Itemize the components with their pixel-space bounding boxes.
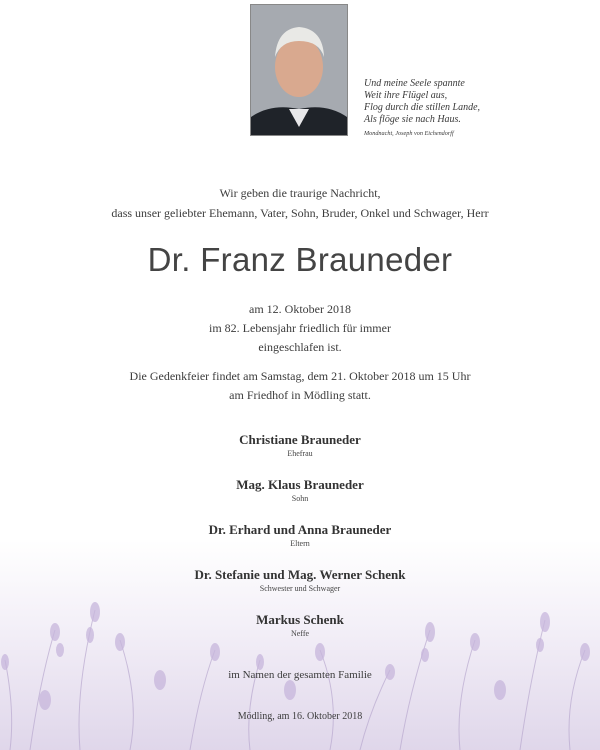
- family-line: im Namen der gesamten Familie: [228, 669, 372, 681]
- portrait-photo: [250, 4, 348, 136]
- funeral-line: am Friedhof in Mödling statt.: [229, 388, 371, 402]
- mourner-relation: Eltern: [290, 539, 310, 548]
- death-line: am 12. Oktober 2018: [249, 302, 351, 316]
- poem-line: Weit ihre Flügel aus,: [364, 90, 448, 101]
- portrait-photo-icon: [251, 5, 347, 135]
- deceased-name: Dr. Franz Brauneder: [147, 241, 453, 278]
- mourner-entry: [0, 521, 600, 566]
- funeral-info: [0, 367, 600, 405]
- mourner-name: Dr. Stefanie und Mag. Werner Schenk: [194, 567, 406, 582]
- death-line: im 82. Lebensjahr friedlich für immer: [209, 321, 391, 335]
- intro-line: Wir geben die traurige Nachricht,: [219, 186, 381, 200]
- mourner-entry: [0, 431, 600, 476]
- place-date: Mödling, am 16. Oktober 2018: [237, 711, 363, 722]
- mourner-name: Markus Schenk: [256, 612, 344, 627]
- poem-credit: Mondnacht, Joseph von Eichendorff: [364, 130, 454, 137]
- mourner-entry: [0, 476, 600, 521]
- mourner-relation: Neffe: [290, 629, 310, 638]
- mourner-name: Christiane Brauneder: [239, 432, 361, 447]
- mourner-name: Mag. Klaus Brauneder: [236, 477, 364, 492]
- announcement-intro: [0, 183, 600, 223]
- mourner-entry: [0, 611, 600, 656]
- death-line: eingeschlafen ist.: [258, 340, 342, 354]
- poem-line: Als flöge sie nach Haus.: [364, 114, 461, 125]
- funeral-line: Die Gedenkfeier findet am Samstag, dem 21. Oktober 2018 um 15 Uhr: [129, 369, 471, 383]
- mourner-relation: Ehefrau: [287, 449, 313, 458]
- mourner-relation: Schwester und Schwager: [259, 584, 341, 593]
- poem-line: Und meine Seele spannte: [364, 78, 465, 89]
- poem-line: Flog durch die stillen Lande,: [364, 102, 481, 113]
- mourners-list: [0, 431, 600, 656]
- mourner-name: Dr. Erhard und Anna Brauneder: [208, 522, 392, 537]
- death-notice: [0, 300, 600, 357]
- mourner-entry: [0, 566, 600, 611]
- mourner-relation: Sohn: [291, 494, 309, 503]
- poem-quote: [364, 78, 564, 140]
- intro-line: dass unser geliebter Ehemann, Vater, Sohn, Bruder, Onkel und Schwager, Herr: [111, 206, 489, 220]
